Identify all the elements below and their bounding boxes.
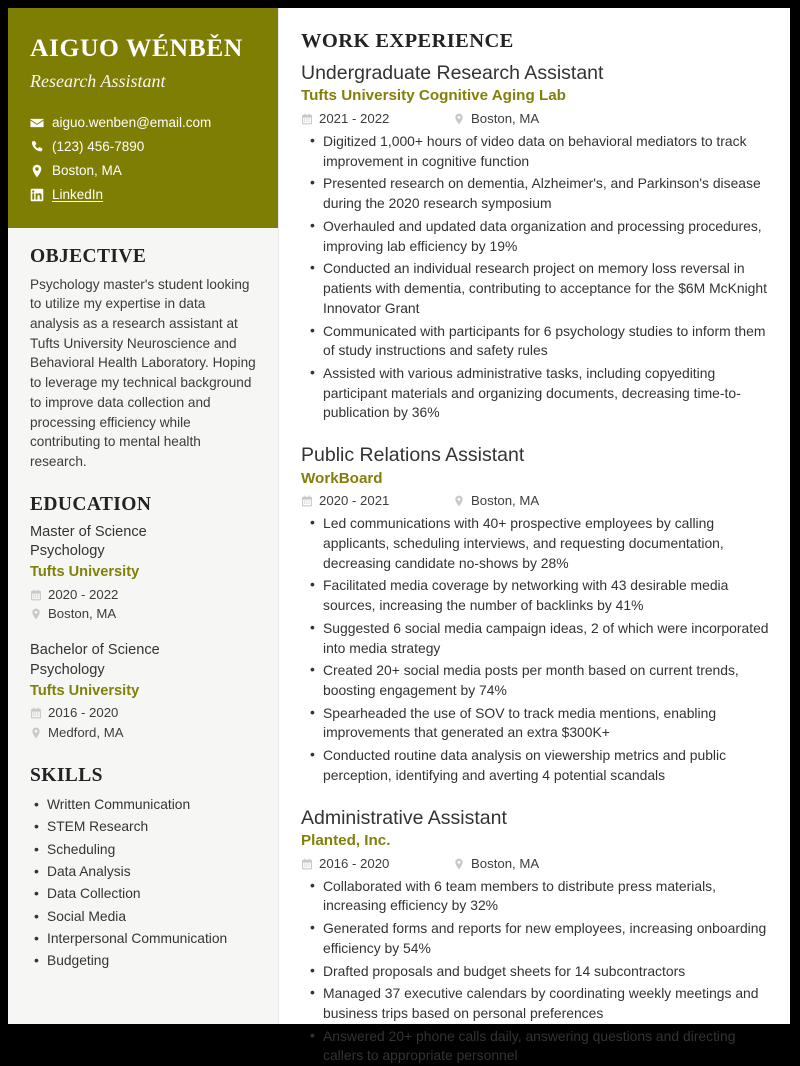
- list-item: • Managed 37 executive calendars by coordinating weekly meetings and business trips based on personal preferences: [323, 984, 772, 1023]
- education-dates: 2020 - 2022: [48, 586, 119, 602]
- job-entry: [301, 443, 772, 785]
- education-school: Tufts University: [30, 682, 140, 699]
- objective-section: [30, 246, 256, 472]
- list-item: • Scheduling: [47, 839, 256, 861]
- list-item: • Written Communication: [47, 794, 256, 816]
- skills-list: [30, 794, 256, 973]
- calendar-icon: [301, 113, 313, 125]
- contact-location-text: Boston, MA: [52, 162, 122, 178]
- header-block: [8, 8, 278, 228]
- work-experience-heading: WORK EXPERIENCE: [301, 30, 514, 52]
- list-item: • Social Media: [47, 906, 256, 928]
- contact-email: [30, 112, 256, 134]
- calendar-icon: [301, 495, 313, 507]
- job-company: Planted, Inc.: [301, 832, 391, 850]
- list-item: • Data Analysis: [47, 861, 256, 883]
- education-location: Boston, MA: [48, 606, 117, 622]
- envelope-icon: [30, 116, 44, 130]
- education-dates-row: [30, 703, 256, 723]
- education-location-row: [30, 604, 256, 624]
- sidebar: [8, 8, 279, 1024]
- job-dates: 2021 - 2022: [319, 111, 390, 127]
- education-school: Tufts University: [30, 563, 140, 580]
- job-dates-row: [301, 109, 453, 129]
- list-item: • Collaborated with 6 team members to distribute press materials, increasing efficiency by 32%: [323, 877, 772, 916]
- sidebar-body: [8, 228, 278, 993]
- skills-section: [30, 765, 256, 973]
- list-item: • Created 20+ social media posts per month based on current trends, boosting engagement by 74%: [323, 661, 772, 700]
- location-pin-icon: [30, 608, 42, 620]
- job-company: Tufts University Cognitive Aging Lab: [301, 87, 566, 105]
- job-location-row: [453, 491, 539, 511]
- education-field: Psychology: [30, 661, 105, 678]
- contact-linkedin[interactable]: [30, 184, 256, 206]
- education-location-row: [30, 723, 256, 743]
- job-dates: 2020 - 2021: [319, 493, 390, 509]
- list-item: • Conducted an individual research project on memory loss reversal in patients with dementia, contributing to acceptance for the $6M McKnight Innovator Grant: [323, 259, 772, 318]
- list-item: • Generated forms and reports for new employees, increasing onboarding efficiency by 54%: [323, 919, 772, 958]
- job-title: Undergraduate Research Assistant: [301, 62, 604, 84]
- job-dates: 2016 - 2020: [319, 855, 390, 871]
- candidate-role: Research Assistant: [30, 70, 166, 91]
- education-field: Psychology: [30, 543, 105, 560]
- contact-list: [30, 112, 256, 205]
- education-item: [30, 641, 256, 743]
- contact-location: [30, 160, 256, 182]
- education-item: [30, 523, 256, 625]
- list-item: • Facilitated media coverage by networking with 43 desirable media sources, increasing the number of backlinks by 41%: [323, 576, 772, 615]
- location-pin-icon: [453, 495, 465, 507]
- education-location: Medford, MA: [48, 725, 124, 741]
- job-meta: [301, 854, 772, 874]
- phone-icon: [30, 140, 44, 154]
- job-location: Boston, MA: [471, 493, 540, 509]
- job-bullets: [301, 877, 772, 1066]
- list-item: • Answered 20+ phone calls daily, answering questions and directing callers to appropriate personnel: [323, 1027, 772, 1066]
- education-section: [30, 494, 256, 743]
- job-dates-row: [301, 854, 453, 874]
- education-heading: EDUCATION: [30, 493, 152, 515]
- calendar-icon: [301, 858, 313, 870]
- list-item: • Suggested 6 social media campaign ideas, 2 of which were incorporated into media strategy: [323, 619, 772, 658]
- job-meta: [301, 109, 772, 129]
- job-location: Boston, MA: [471, 855, 540, 871]
- education-degree: Master of Science: [30, 523, 147, 540]
- list-item: • Spearheaded the use of SOV to track media mentions, enabling improvements that generated an extra $300K+: [323, 704, 772, 743]
- list-item: • Communicated with participants for 6 psychology studies to inform them of study instructions and safety rules: [323, 322, 772, 361]
- location-pin-icon: [30, 164, 44, 178]
- job-company: WorkBoard: [301, 469, 383, 487]
- calendar-icon: [30, 589, 42, 601]
- list-item: • Presented research on dementia, Alzheimer's, and Parkinson's disease during the 2020 research symposium: [323, 174, 772, 213]
- contact-linkedin-text[interactable]: LinkedIn: [52, 186, 104, 202]
- objective-heading: OBJECTIVE: [30, 245, 147, 267]
- list-item: • Interpersonal Communication: [47, 928, 256, 950]
- contact-email-text: aiguo.wenben@email.com: [52, 115, 212, 131]
- list-item: • Budgeting: [47, 950, 256, 972]
- skills-heading: SKILLS: [30, 764, 103, 786]
- location-pin-icon: [453, 858, 465, 870]
- list-item: • Conducted routine data analysis on viewership metrics and public perception, identifying and averting 4 potential scandals: [323, 746, 772, 785]
- job-entry: [301, 61, 772, 423]
- job-location-row: [453, 854, 539, 874]
- job-title: Public Relations Assistant: [301, 444, 525, 467]
- location-pin-icon: [453, 113, 465, 125]
- job-bullets: [301, 514, 772, 786]
- list-item: • Overhauled and updated data organization and processing procedures, improving lab efficiency by 19%: [323, 217, 772, 256]
- job-meta: [301, 491, 772, 511]
- list-item: • Data Collection: [47, 883, 256, 905]
- objective-text: Psychology master's student looking to utilize my expertise in data analysis as a research assistant at Tufts University Neuroscience and Behavioral Health Laboratory. Hoping to leverage my technical background to improve data collection and processing efficiency while contributing to mental health research.: [30, 276, 256, 469]
- job-location: Boston, MA: [471, 111, 540, 127]
- job-dates-row: [301, 491, 453, 511]
- list-item: • Led communications with 40+ prospective employees by calling applicants, scheduling interviews, and requesting documentation, decreasing candidate no-shows by 28%: [323, 514, 772, 573]
- contact-phone-text: (123) 456-7890: [52, 139, 145, 154]
- main-column: [279, 8, 790, 1064]
- job-bullets: [301, 132, 772, 423]
- resume-page: [8, 8, 790, 1064]
- linkedin-icon: [30, 188, 44, 202]
- calendar-icon: [30, 707, 42, 719]
- location-pin-icon: [30, 727, 42, 739]
- job-location-row: [453, 109, 539, 129]
- list-item: • STEM Research: [47, 816, 256, 838]
- education-dates: 2016 - 2020: [48, 705, 119, 721]
- list-item: • Drafted proposals and budget sheets for 14 subcontractors: [323, 962, 772, 982]
- contact-phone: [30, 136, 256, 158]
- list-item: • Assisted with various administrative tasks, including copyediting participant materials and organizing documents, decreasing time-to-publication by 36%: [323, 364, 772, 423]
- education-dates-row: [30, 585, 256, 605]
- education-degree: Bachelor of Science: [30, 642, 160, 659]
- job-entry: [301, 806, 772, 1066]
- list-item: • Digitized 1,000+ hours of video data on behavioral mediators to track improvement in cognitive function: [323, 132, 772, 171]
- job-title: Administrative Assistant: [301, 806, 507, 829]
- candidate-name: AIGUO WÉNBĚN: [30, 33, 243, 62]
